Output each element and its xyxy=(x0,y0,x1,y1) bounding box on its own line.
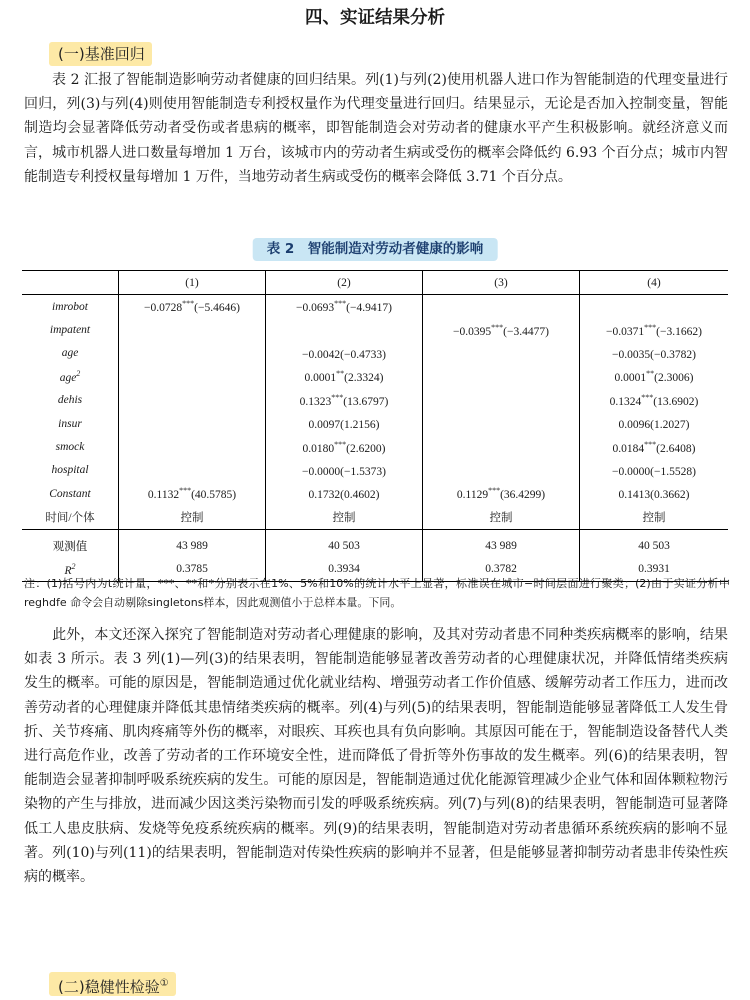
table-cell: −0.0395***(−3.4477) xyxy=(423,318,580,341)
table-row-label: dehis xyxy=(22,389,119,412)
table-cell xyxy=(119,435,266,458)
paragraph-baseline xyxy=(24,68,728,189)
subhead-robustness xyxy=(49,972,176,996)
table-cell: 0.3931 xyxy=(580,557,729,581)
table-cell xyxy=(580,295,729,319)
table-row xyxy=(22,295,728,319)
table-row-label: 时间/个体 xyxy=(22,506,119,530)
table-cell: 43 989 xyxy=(119,529,266,557)
table-caption: 表 2 智能制造对劳动者健康的影响 xyxy=(253,238,498,261)
table-row-label: impatent xyxy=(22,318,119,341)
table-cell xyxy=(423,342,580,365)
table-cell xyxy=(423,459,580,482)
table-row xyxy=(22,318,728,341)
table-row-label: hospital xyxy=(22,459,119,482)
section-title: 四、实证结果分析 xyxy=(305,8,445,28)
table-header-col: (1) xyxy=(119,271,266,295)
table-cell xyxy=(119,459,266,482)
table-row xyxy=(22,412,728,435)
table-cell xyxy=(119,412,266,435)
table-cell xyxy=(119,365,266,388)
table-header-row xyxy=(22,271,728,295)
table-cell: 0.0097(1.2156) xyxy=(266,412,423,435)
table-cell: 0.3785 xyxy=(119,557,266,581)
table-cell xyxy=(423,365,580,388)
table-cell: 0.0184***(2.6408) xyxy=(612,439,696,455)
table-cell: 43 989 xyxy=(423,529,580,557)
table-row-label: $R^2$ xyxy=(22,557,119,581)
table-cell xyxy=(119,389,266,412)
table-cell: −0.0000(−1.5528) xyxy=(612,465,696,478)
table-cell: −0.0035(−0.3782) xyxy=(612,348,696,361)
table-cell: −0.0042(−0.4733) xyxy=(266,342,423,365)
table-cell: 40 503 xyxy=(266,529,423,557)
table-row-observations xyxy=(22,529,728,557)
table-cell: −0.0371***(−3.1662) xyxy=(606,322,702,338)
table-row-controls xyxy=(22,506,728,530)
table-header-col: (2) xyxy=(266,271,423,295)
table-cell xyxy=(119,342,266,365)
table-cell: 控制 xyxy=(119,506,266,530)
table-cell: 40 503 xyxy=(638,539,670,552)
table-cell: −0.0693***(−4.9417) xyxy=(266,295,423,319)
subhead-robustness-label: (二)稳健性检验 xyxy=(58,978,160,996)
paragraph-further-text: 此外，本文还深入探究了智能制造对劳动者心理健康的影响，及其对劳动者患不同种类疾病概率的影响，结果如表 3 所示。表 3 列(1)—列(3)的结果表明，智能制造能够显著改善劳动者的心理健康状况，并降低情绪类疾病发生的概率。可能的原因是，智能制造通过优化就业结构、增强劳动者工作价值感、缓解劳动者工作压力，进而改善劳动者的心理健康并降低其患情绪类疾病的概率。列(4)与列(5)的结果表明，智能制造能够显著降低工人发生骨折、关节疼痛、肌肉疼痛等外伤的概率，对眼疾、耳疾也具有负向影响。其原因可能在于，智能制造设备替代人类进行高危作业，改善了劳动者的工作环境安全性，进而降低了骨折等外伤事故的发生概率。列(6)的结果表明，智能制造会显著抑制呼吸系统疾病的发生。可能的原因是，智能制造通过优化能源管理减少企业气体和固体颗粒物污染物的产生与排放，进而减少因这类污染物而引发的呼吸系统疾病。列(7)与列(8)的结果表明，智能制造可显著降低工人患皮肤病、发烧等免疫系统疾病的概率。列(9)的结果表明，智能制造对劳动者患循环系统疾病的影响不显著。列(10)与列(11)的结果表明，智能制造对传染性疾病的影响并不显著，但是能够显著抑制劳动者患非传染性疾病的概率。 xyxy=(24,627,728,886)
table-cell xyxy=(266,318,423,341)
table-row xyxy=(22,365,728,388)
table-row-label: smock xyxy=(22,435,119,458)
table-cell: 0.3782 xyxy=(423,557,580,581)
table-row-label: age xyxy=(22,342,119,365)
table-cell: 0.0096(1.2027) xyxy=(618,419,690,432)
table-row-label: Constant xyxy=(22,482,119,505)
table-header-col: (3) xyxy=(423,271,580,295)
table-cell: 0.3934 xyxy=(266,557,423,581)
table-cell: 控制 xyxy=(580,506,729,530)
table-row xyxy=(22,435,728,458)
table-row xyxy=(22,389,728,412)
paragraph-further-analysis xyxy=(24,623,728,889)
table-cell: 0.0001**(2.3324) xyxy=(266,365,423,388)
table-row xyxy=(22,482,728,505)
table-cell xyxy=(423,295,580,319)
table-cell: 0.0180***(2.6200) xyxy=(266,435,423,458)
table-cell: 0.1323***(13.6797) xyxy=(266,389,423,412)
table-cell xyxy=(119,318,266,341)
paragraph-baseline-text: 表 2 汇报了智能制造影响劳动者健康的回归结果。列(1)与列(2)使用机器人进口作为智能制造的代理变量进行回归，列(3)与列(4)则使用智能制造专利授权量作为代理变量进行回归。结果显示，无论是否加入控制变量，智能制造均会显著降低劳动者受伤或者患病的概率，即智能制造会对劳动者的健康水平产生积极影响。就经济意义而言，城市机器人进口数量每增加 1 万台，该城市内的劳动者生病或受伤的概率会降低约 6.93 个百分点；城市内智能制造专利授权量每增加 1 万件，当地劳动者生病或受伤的概率会降低 3.71 个百分点。 xyxy=(24,72,728,185)
table-cell: 控制 xyxy=(266,506,423,530)
table-row-label: 观测值 xyxy=(22,529,119,557)
table-cell: 0.1132***(40.5785) xyxy=(119,482,266,505)
table-cell xyxy=(423,389,580,412)
table-row xyxy=(22,342,728,365)
table-variable-rows xyxy=(22,295,728,506)
table-cell: 控制 xyxy=(423,506,580,530)
regression-table xyxy=(22,270,728,582)
table-row-label: insur xyxy=(22,412,119,435)
table-cell xyxy=(423,435,580,458)
table-header-col: (4) xyxy=(580,271,729,295)
subhead-baseline-regression xyxy=(49,42,152,66)
table-cell: −0.0000(−1.5373) xyxy=(266,459,423,482)
table-cell: 0.0001**(2.3006) xyxy=(614,369,694,385)
table-cell xyxy=(423,412,580,435)
table-row-label: imrobot xyxy=(22,295,119,319)
table-row xyxy=(22,459,728,482)
table-cell: −0.0728***(−5.4646) xyxy=(119,295,266,319)
table-cell: 0.1732(0.4602) xyxy=(266,482,423,505)
subhead-baseline-label: (一)基准回归 xyxy=(58,45,145,63)
table-cell: 0.1129***(36.4299) xyxy=(423,482,580,505)
table-row-label: age$^2$ xyxy=(22,365,119,388)
table-header-blank xyxy=(22,271,119,295)
footnote-marker: ① xyxy=(159,978,169,989)
table-cell: 0.1413(0.3662) xyxy=(618,489,690,502)
table-note: 注：(1)括号内为t统计量，***、**和*分别表示在1%、5%和10%的统计水平上显著，标准误在城市−时间层面进行聚类；(2)由于实证分析中 reghdfe 命令会自动剔除singletons样本，因此观测值小于总样本量。下同。 xyxy=(24,577,730,609)
table-cell: 0.1324***(13.6902) xyxy=(609,392,699,408)
